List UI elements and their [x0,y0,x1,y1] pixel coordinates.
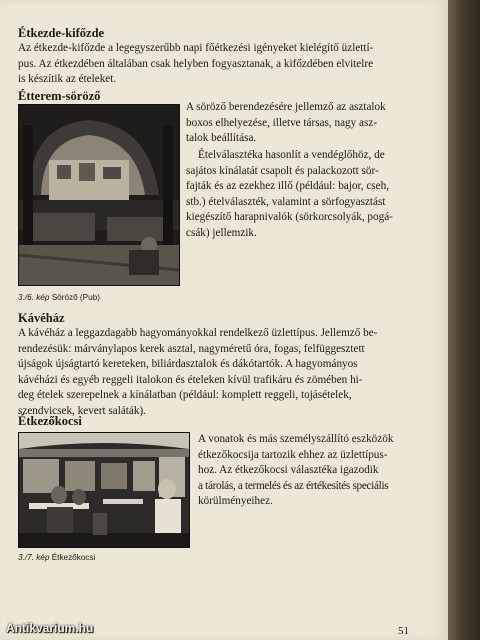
watermark-logo: Antikvarium.hu [6,621,94,635]
text-line: sajátos kínálatát csapolt és palackozott sör- [186,164,379,177]
caption-number: 3./6. kép [18,293,50,302]
text-line: csák) jellemzik. [186,226,257,239]
text-line: újságok újságtartó kereteken, biliárdasztalok és dákótartók. A hagyományos [18,358,358,370]
para-sorozo-2 [186,148,438,241]
caption-text: Söröző (Pub) [51,293,100,302]
heading-etkezde: Étkezde-kifőzde [18,26,105,40]
caption-dining-car [18,553,95,563]
text-line: hoz. Az étkezőkocsi választéka igazodik [198,464,379,476]
dining-car-photo [18,432,190,548]
text-line: rendezésük: márványlapos kerek asztal, nagyméretű óra, fogas, felfüggesztett [18,342,365,355]
caption-text: Étkezőkocsi [51,553,96,562]
text-line: kávéházi és egyéb reggeli italokon és ételeken kívül trafikáru és zömében hi- [18,373,363,386]
para-etkezokocsi [198,432,438,510]
heading-kavehaz: Kávéház [18,311,65,325]
text-line: szendvicsek, kevert saláták). [18,404,146,417]
book-edge [448,0,480,640]
text-line: fajták és az ezekhez illő (például: bajor, cseh, [186,180,390,192]
text-line: Ételválasztéka hasonlít a vendéglőhöz, de [198,149,385,161]
dining-car-image [19,433,189,547]
text-line: Az étkezde-kifőzde a legegyszerűbb napi főétkezési igényeket kielégítő üzlettí- [18,42,374,54]
page-number: 51 [398,625,409,637]
text-line: pus. Az étkezdében általában csak helyben fogyasztanak, a kifőzdében elvitelre [18,57,374,70]
text-line: A vonatok és más személyszállító eszközök [198,433,394,445]
text-line: kiegészítő harapnivalók (sörkorcsolyák, pogá- [186,211,393,223]
text-line: étkezőkocsija tartozik ehhez az üzlettípus- [198,448,388,461]
text-line: talok beállítása. [186,132,257,144]
heading-etterem-sorozo: Étterem-söröző [18,89,101,103]
pub-interior-image [19,105,179,285]
text-line: deg ételek szerepelnek a kínálatban (például: komplett reggeli, tojásételek, [18,389,352,401]
text-line: körülményeihez. [198,495,273,507]
heading-etkezokocsi: Étkezőkocsi [18,414,82,428]
caption-number: 3./7. kép [18,553,50,562]
para-sorozo-1 [186,100,438,147]
text-line: boxos elhelyezése, illetve társas, nagy asz- [186,116,378,129]
text-line: A kávéház a leggazdagabb hagyományokkal rendelkező üzlettípus. Jellemző be- [18,327,378,339]
text-line: stb.) ételválaszték, valamint a sörfogyasztást [186,195,386,208]
pub-photo [18,104,180,286]
text-line: a tárolás, a termelés és az értékesítés speciális [198,479,389,492]
text-line: A söröző berendezésére jellemző az asztalok [186,101,386,113]
text-line: is készítik az ételeket. [18,73,117,85]
para-kavehaz [18,326,436,419]
caption-pub [18,293,100,303]
para-etkezde [18,41,436,88]
